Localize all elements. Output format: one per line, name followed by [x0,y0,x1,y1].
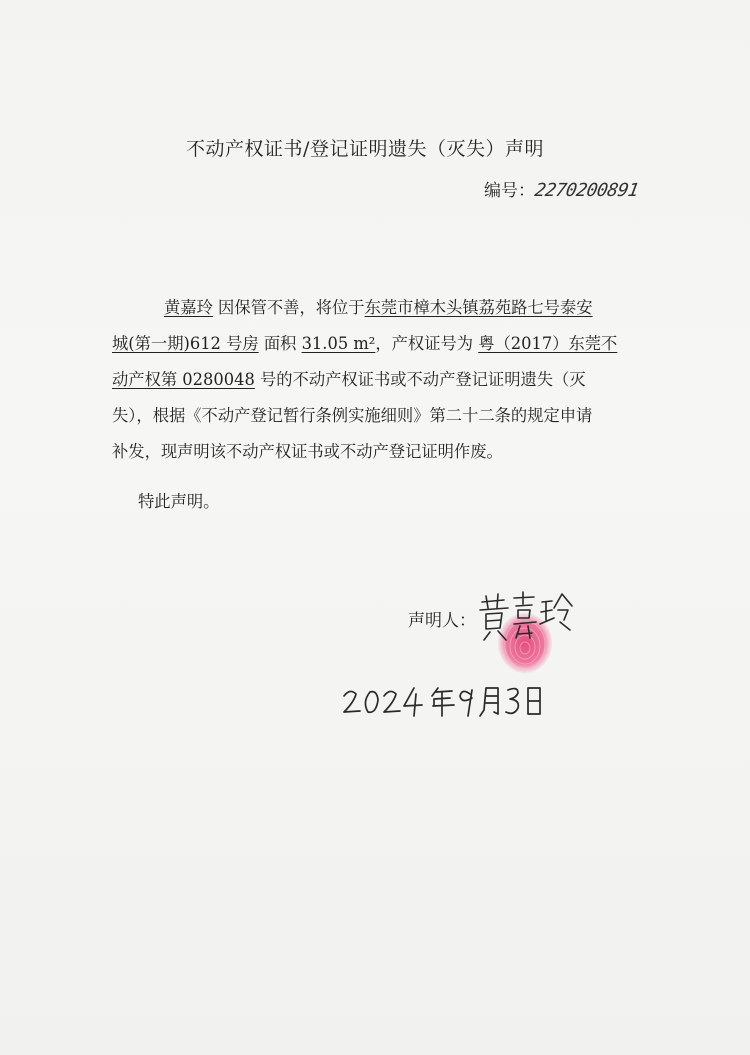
certificate-number-part2: 动产权第 0280048 [112,370,255,389]
property-address-part2: 城(第一期)612 号房 [112,334,259,353]
statement-body [112,290,632,470]
body-line-1 [112,290,632,326]
serial-number-row [484,176,641,201]
body-line-3 [112,362,632,398]
cert-label: ，产权证号为 [375,334,479,353]
area-label: 面积 [258,334,302,353]
property-area: 31.05 m² [301,334,376,353]
body-text: 号的不动产权证书或不动产登记证明遗失（灭 [254,370,586,389]
handwritten-date [340,680,550,720]
certificate-number-part1: 粤（2017）东莞不 [478,334,618,353]
serial-label: 编号： [484,181,535,201]
serial-number-handwritten: 2270200891 [533,180,641,201]
handwritten-signature [476,588,576,648]
owner-name: 黄嘉玲 [164,298,213,317]
closing-statement: 特此声明。 [138,492,220,511]
body-line-5 [112,434,632,470]
body-line-2 [112,326,632,362]
body-text: 补发，现声明该不动产权证书或不动产登记证明作废。 [112,442,503,461]
body-line-4 [112,398,632,434]
body-text: 失），根据《不动产登记暂行条例实施细则》第二十二条的规定申请 [112,406,593,425]
body-text: 因保管不善，将位于 [212,298,365,317]
signer-label: 声明人： [408,611,476,631]
document-title: 不动产权证书/登记证明遗失（灭失）声明 [186,138,544,160]
property-address-part1: 东莞市樟木头镇荔苑路七号泰安 [364,298,593,317]
